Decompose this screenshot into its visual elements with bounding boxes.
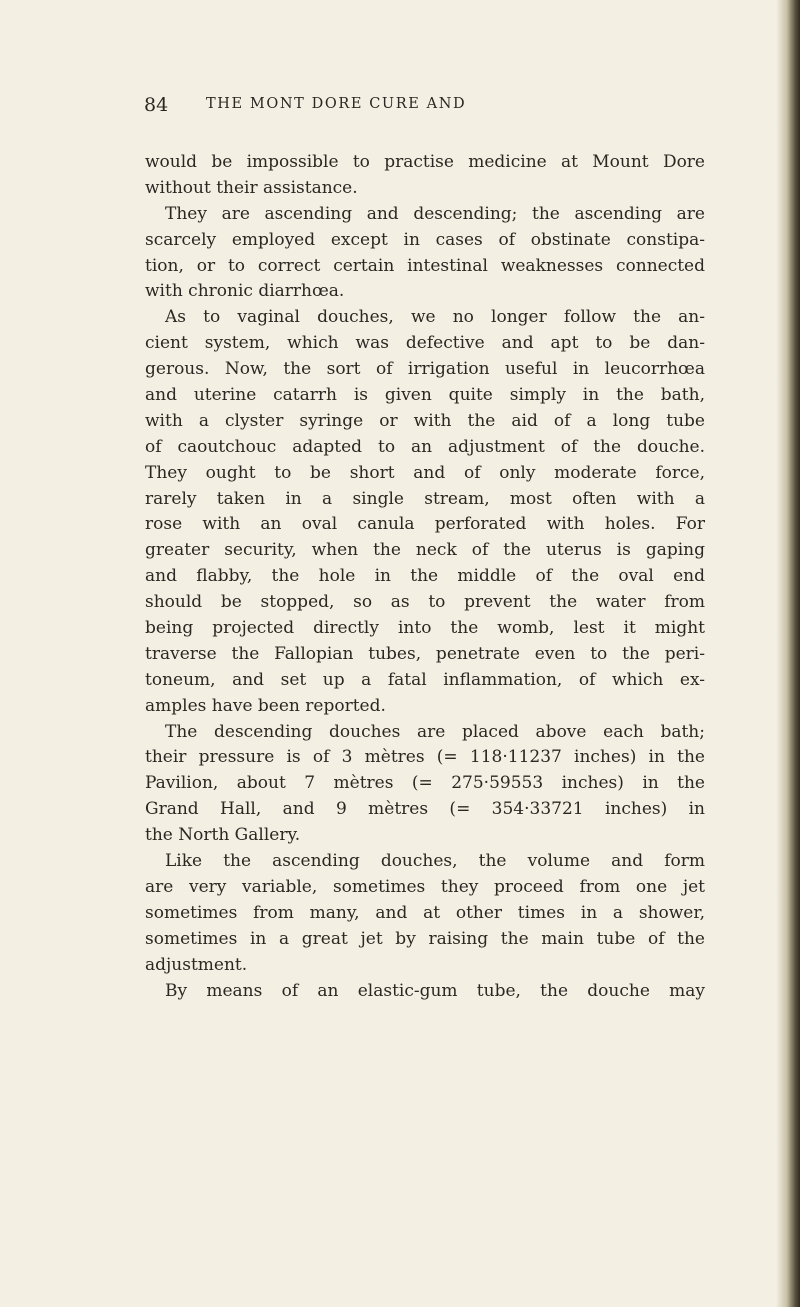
page-edge-shadow [776,0,800,1307]
text-line: scarcely employed except in cases of obstinate constipa- [145,229,705,250]
text-line: gerous. Now, the sort of irrigation useful in leucorrhœa [145,359,705,380]
text-line: the North Gallery. [145,825,301,846]
text-line: The descending douches are placed above each bath; [165,721,705,742]
text-line: sometimes in a great jet by raising the main tube of the [145,928,705,949]
text-line: would be impossible to practise medicine at Mount Dore [145,152,705,172]
text-line: with a clyster syringe or with the aid of a long tube [145,410,705,431]
text-line: They ought to be short and of only moderate force, [145,462,705,483]
text-line: Pavilion, about 7 mètres (= 275·59553 inches) in the [145,773,705,794]
text-line: traverse the Fallopian tubes, penetrate even to the peri- [145,643,705,664]
text-line: toneum, and set up a fatal inflammation, of which ex- [145,669,705,690]
text-line: tion, or to correct certain intestinal weaknesses connected [145,255,705,276]
text-line: adjustment. [145,954,248,975]
text-line: Grand Hall, and 9 mètres (= 354·33721 inches) in [145,799,705,820]
running-head: THE MONT DORE CURE AND [206,96,467,112]
text-line: and flabby, the hole in the middle of the oval end [145,566,705,587]
text-line: and uterine catarrh is given quite simply in the bath, [145,385,705,406]
text-line: of caoutchouc adapted to an adjustment of the douche. [145,436,705,457]
text-line: greater security, when the neck of the uterus is gaping [145,540,705,561]
text-line: As to vaginal douches, we no longer follow the an- [165,307,705,328]
page-header [144,94,704,126]
text-line: rarely taken in a single stream, most often with a [145,488,705,509]
text-line: are very variable, sometimes they proceed from one jet [145,876,705,897]
text-line: with chronic diarrhœa. [145,281,345,302]
page-number: 84 [144,94,169,116]
text-line: cient system, which was defective and apt to be dan- [145,333,705,354]
text-line: amples have been reported. [145,695,386,716]
text-line: sometimes from many, and at other times in a shower, [145,902,705,923]
text-line: should be stopped, so as to prevent the water from [145,592,705,613]
text-line: without their assistance. [145,177,358,198]
text-line: rose with an oval canula perforated with holes. For [145,514,705,535]
body-text [145,150,705,1004]
text-line: their pressure is of 3 mètres (= 118·11237 inches) in the [145,747,705,768]
text-line: Like the ascending douches, the volume and form [165,851,705,872]
text-line: They are ascending and descending; the ascending are [165,203,705,224]
text-line: By means of an elastic-gum tube, the douche may [165,980,705,1001]
text-line: being projected directly into the womb, lest it might [145,618,705,639]
